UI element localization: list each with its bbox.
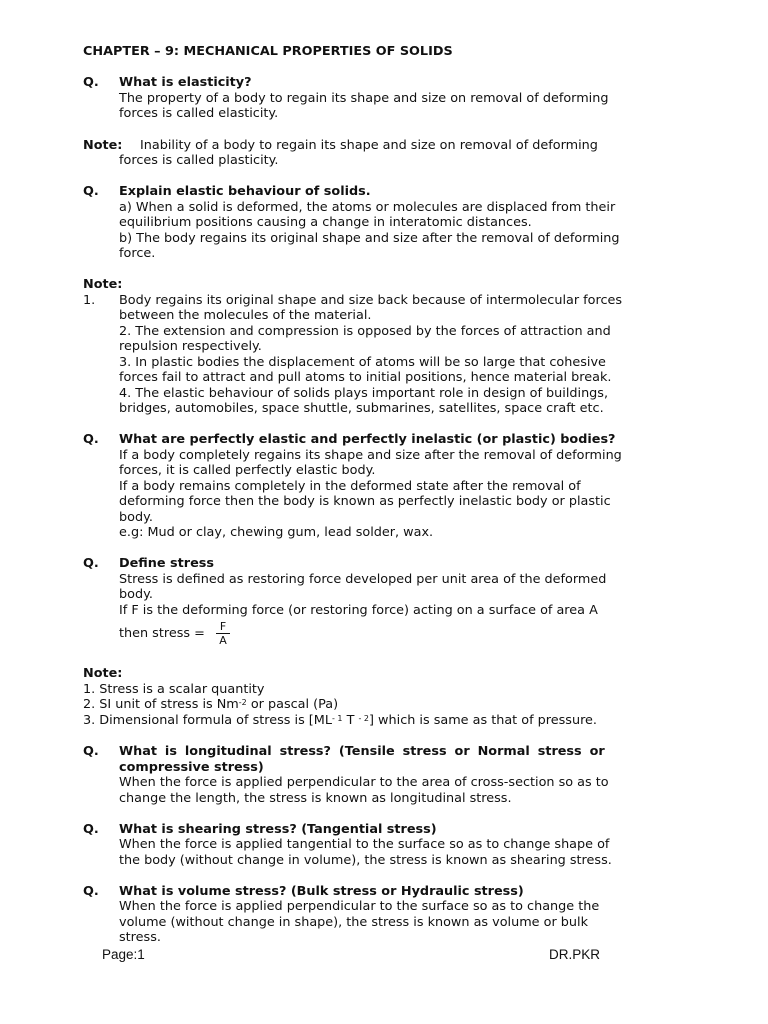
- note-line: 2. The extension and compression is opposed by the forces of attraction and: [119, 324, 611, 339]
- note-line: Body regains its original shape and size back because of intermolecular forces: [119, 293, 623, 308]
- note-item-number: 1.: [83, 293, 96, 308]
- note-item-si-unit: 2. SI unit of stress is $Nm^{-2}$ or pascal (Pa): [83, 697, 339, 712]
- note-label: Note:: [83, 666, 123, 681]
- note-label: Note:: [83, 277, 123, 292]
- answer-line: If a body remains completely in the deformed state after the removal of: [119, 479, 581, 494]
- stress-formula-prefix: then stress =: [119, 626, 205, 641]
- question-marker: Q.: [83, 556, 99, 571]
- question-longitudinal-stress-cont: compressive stress): [119, 760, 264, 775]
- answer-line: When the force is applied tangential to the surface so as to change shape of: [119, 837, 610, 852]
- question-perfectly-elastic: What are perfectly elastic and perfectly inelastic (or plastic) bodies?: [119, 432, 616, 447]
- answer-line: the body (without change in volume), the stress is known as shearing stress.: [119, 853, 612, 868]
- note-label: Note:: [83, 138, 123, 153]
- answer-line: Stress is defined as restoring force developed per unit area of the deformed: [119, 572, 607, 587]
- chapter-title: CHAPTER – 9: MECHANICAL PROPERTIES OF SOLIDS: [83, 44, 453, 59]
- page-number: Page:1: [102, 947, 145, 962]
- note-line: 4. The elastic behaviour of solids plays important role in design of buildings,: [119, 386, 609, 401]
- answer-line: forces is called elasticity.: [119, 106, 279, 121]
- question-marker: Q.: [83, 75, 99, 90]
- answer-line: body.: [119, 510, 153, 525]
- answer-line: b) The body regains its original shape and size after the removal of deforming: [119, 231, 620, 246]
- fraction-denominator: A: [219, 634, 227, 647]
- note-item-dimensional-formula: 3. Dimensional formula of stress is [$ML^{- 1}$ T $^{- 2}$] which is same as that of pressure.: [83, 713, 597, 728]
- question-shearing-stress: What is shearing stress? (Tangential stress): [119, 822, 437, 837]
- answer-line: volume (without change in shape), the stress is known as volume or bulk: [119, 915, 588, 930]
- question-marker: Q.: [83, 432, 99, 447]
- fraction-numerator: F: [216, 620, 230, 634]
- note-line: forces fail to attract and pull atoms to initial positions, hence material break.: [119, 370, 612, 385]
- question-longitudinal-stress: What is longitudinal stress? (Tensile stress or Normal stress or: [119, 744, 605, 759]
- note-line: forces is called plasticity.: [119, 153, 279, 168]
- note-line: repulsion respectively.: [119, 339, 262, 354]
- question-elastic-behaviour: Explain elastic behaviour of solids.: [119, 184, 371, 199]
- answer-line: body.: [119, 587, 153, 602]
- note-line: Inability of a body to regain its shape and size on removal of deforming: [140, 138, 598, 153]
- question-marker: Q.: [83, 744, 99, 759]
- question-define-stress: Define stress: [119, 556, 214, 571]
- answer-line: force.: [119, 246, 156, 261]
- answer-line: If a body completely regains its shape and size after the removal of deforming: [119, 448, 622, 463]
- answer-line: deforming force then the body is known as perfectly inelastic body or plastic: [119, 494, 611, 509]
- note-line: bridges, automobiles, space shuttle, submarines, satellites, space craft etc.: [119, 401, 604, 416]
- note-item: 1. Stress is a scalar quantity: [83, 682, 265, 697]
- note-line: 3. In plastic bodies the displacement of atoms will be so large that cohesive: [119, 355, 606, 370]
- answer-line: If F is the deforming force (or restoring force) acting on a surface of area A: [119, 603, 598, 618]
- note-line: between the molecules of the material.: [119, 308, 372, 323]
- answer-line: e.g: Mud or clay, chewing gum, lead solder, wax.: [119, 525, 434, 540]
- answer-line: stress.: [119, 930, 161, 945]
- answer-line: The property of a body to regain its shape and size on removal of deforming: [119, 91, 609, 106]
- stress-fraction: [216, 620, 230, 647]
- answer-line: When the force is applied perpendicular to the surface so as to change the: [119, 899, 600, 914]
- question-marker: Q.: [83, 822, 99, 837]
- footer-author: DR.PKR: [549, 947, 601, 962]
- answer-line: change the length, the stress is known as longitudinal stress.: [119, 791, 512, 806]
- answer-line: When the force is applied perpendicular to the area of cross-section so as to: [119, 775, 609, 790]
- answer-line: a) When a solid is deformed, the atoms or molecules are displaced from their: [119, 200, 616, 215]
- question-elasticity: What is elasticity?: [119, 75, 252, 90]
- question-marker: Q.: [83, 884, 99, 899]
- question-marker: Q.: [83, 184, 99, 199]
- answer-line: forces, it is called perfectly elastic body.: [119, 463, 376, 478]
- answer-line: equilibrium positions causing a change in interatomic distances.: [119, 215, 532, 230]
- question-volume-stress: What is volume stress? (Bulk stress or Hydraulic stress): [119, 884, 524, 899]
